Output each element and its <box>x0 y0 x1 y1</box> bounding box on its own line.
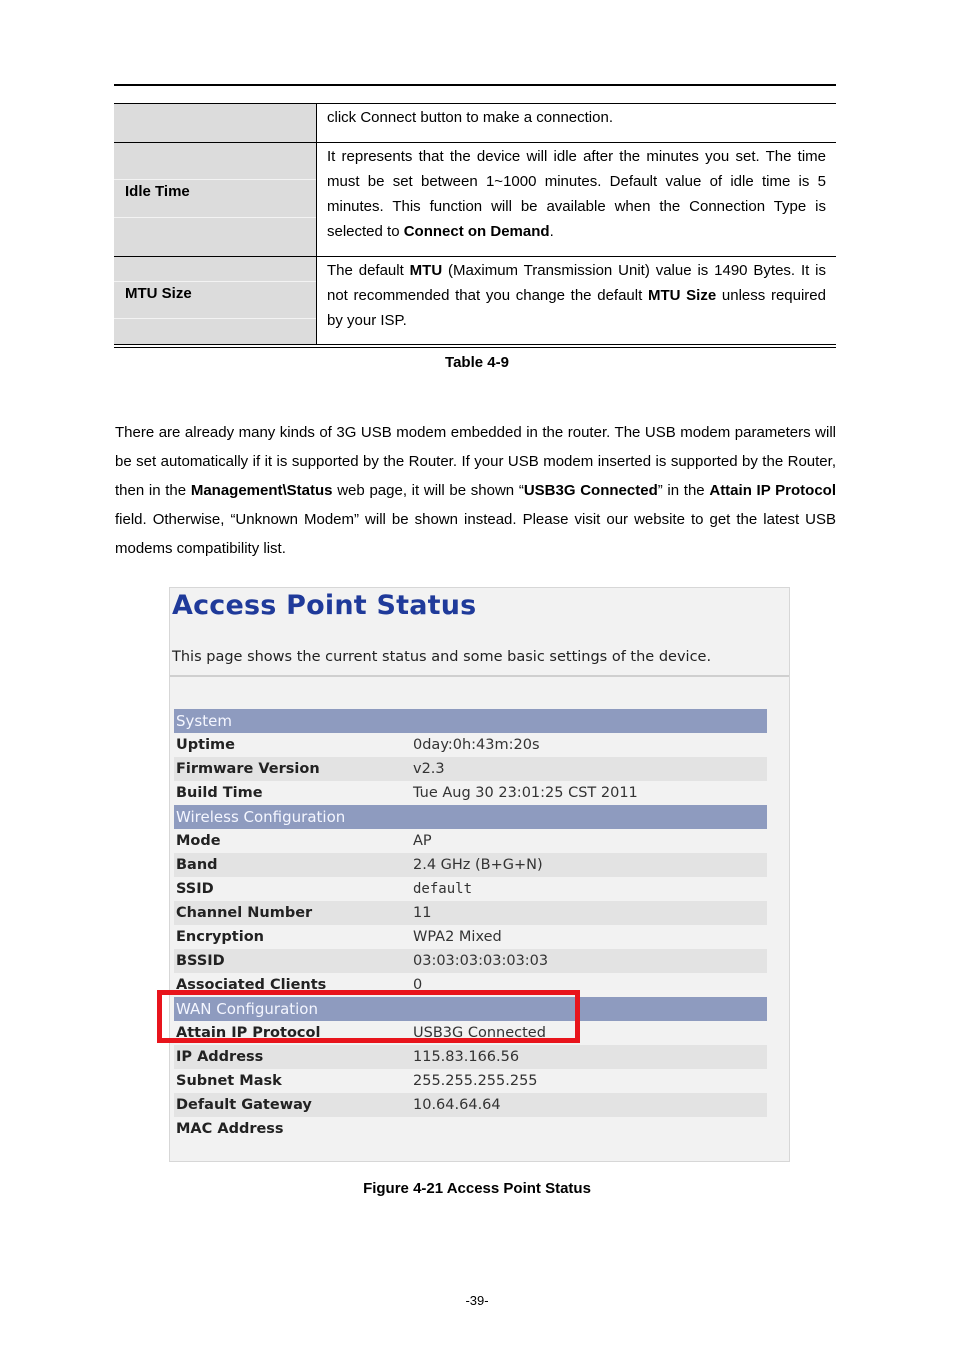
field-value: WPA2 Mixed <box>413 929 502 945</box>
table-row <box>174 733 767 757</box>
field-value: 0 <box>413 977 423 993</box>
row-description-bold: Connect on Demand <box>403 223 550 240</box>
status-table <box>174 709 767 1141</box>
paragraph-text: ” in the <box>657 482 710 499</box>
table-row <box>114 104 836 142</box>
table-row <box>114 256 836 344</box>
table-row <box>174 949 767 973</box>
table-label-cell <box>114 257 317 344</box>
table-row <box>174 925 767 949</box>
page-number: -39- <box>465 1293 489 1308</box>
table-label-cell <box>114 143 317 256</box>
field-value: 0day:0h:43m:20s <box>413 737 540 753</box>
access-point-status-screenshot <box>169 587 790 1162</box>
table-row <box>174 853 767 877</box>
field-label: Encryption <box>176 929 264 945</box>
field-value: Tue Aug 30 23:01:25 CST 2011 <box>413 785 638 801</box>
row-description-bold: MTU <box>409 262 443 279</box>
row-description: It represents that the device will idle after the minutes you set. The time must be set between 1~1000 minutes. Default value of idle time is 5 minutes. This function will be available when the Connection Type is selected to <box>327 148 826 240</box>
table-row <box>174 829 767 853</box>
row-label: MTU Size <box>125 285 192 302</box>
table-row <box>174 757 767 781</box>
section-header <box>174 805 767 829</box>
header-rule <box>114 84 836 86</box>
field-value: 115.83.166.56 <box>413 1049 520 1065</box>
field-value: 255.255.255.255 <box>413 1073 538 1089</box>
field-value: 10.64.64.64 <box>413 1097 501 1113</box>
field-label: Channel Number <box>176 905 313 921</box>
field-label: Subnet Mask <box>176 1073 282 1089</box>
highlight-box <box>157 990 580 1043</box>
field-label: Attain IP Protocol <box>176 1025 321 1041</box>
row-description: unless required by your ISP. <box>327 287 826 329</box>
row-description-bold: MTU Size <box>647 287 717 304</box>
field-label: SSID <box>176 881 214 897</box>
paragraph-bold: Attain IP Protocol <box>709 482 836 499</box>
table-desc-cell <box>317 104 836 142</box>
table-label-cell <box>114 104 317 142</box>
row-description: (Maximum Transmission Unit) value is 1490 Bytes. It is not recommended that you change the default <box>327 262 827 304</box>
cell-inner-line <box>114 217 316 218</box>
field-label: Firmware Version <box>176 761 320 777</box>
paragraph-bold: Management\Status <box>190 482 333 499</box>
field-label: MAC Address <box>176 1121 284 1137</box>
table-row <box>174 901 767 925</box>
screenshot-title: Access Point Status <box>172 590 477 621</box>
field-label: Default Gateway <box>176 1097 312 1113</box>
field-label: Band <box>176 857 218 873</box>
table-row <box>174 1093 767 1117</box>
field-value: v2.3 <box>413 761 445 777</box>
section-header <box>174 709 767 733</box>
body-paragraph <box>115 418 836 563</box>
screenshot-description: This page shows the current status and some basic settings of the device. <box>172 649 712 665</box>
table-row <box>174 1069 767 1093</box>
section-title: Wireless Configuration <box>176 808 346 826</box>
table-desc-cell <box>317 143 836 256</box>
table-bottom-rule <box>114 344 836 348</box>
field-label: Mode <box>176 833 221 849</box>
field-value: 11 <box>413 905 432 921</box>
paragraph-bold: USB3G Connected <box>523 482 658 499</box>
field-value: default <box>413 881 473 897</box>
row-description-end: . <box>549 223 554 240</box>
table-row <box>174 781 767 805</box>
field-label: Uptime <box>176 737 235 753</box>
cell-inner-line <box>114 179 316 180</box>
field-value: 03:03:03:03:03:03 <box>413 953 549 969</box>
table-row <box>174 877 767 901</box>
field-label: IP Address <box>176 1049 264 1065</box>
paragraph-text: web page, it will be shown “ <box>332 482 524 499</box>
table-row <box>174 1117 767 1141</box>
section-title: System <box>176 712 232 730</box>
table-desc-cell <box>317 257 836 344</box>
parameter-table <box>114 103 836 348</box>
cell-inner-line <box>114 318 316 319</box>
field-label: BSSID <box>176 953 225 969</box>
field-value: AP <box>413 833 432 849</box>
cell-inner-line <box>114 281 316 282</box>
figure-caption: Figure 4-21 Access Point Status <box>363 1180 591 1197</box>
row-description: click Connect button to make a connection. <box>327 109 613 126</box>
row-label: Idle Time <box>125 183 190 200</box>
field-label: Associated Clients <box>176 977 327 993</box>
table-row <box>114 142 836 256</box>
table-caption: Table 4-9 <box>445 354 509 371</box>
table-row <box>174 1045 767 1069</box>
screenshot-divider <box>170 675 789 677</box>
field-label: Build Time <box>176 785 263 801</box>
field-value: 2.4 GHz (B+G+N) <box>413 857 543 873</box>
field-value: USB3G Connected <box>413 1025 546 1041</box>
section-title: WAN Configuration <box>176 1000 318 1018</box>
paragraph-text: There are already many kinds of 3G USB modem embedded in the router. The USB modem parameters will be set automatically if it is supported by the Router. If your USB modem inserted is supported by the Router, then in the <box>115 424 836 499</box>
row-description: The default <box>327 262 410 279</box>
paragraph-text: field. Otherwise, “Unknown Modem” will be shown instead. Please visit our website to get the latest USB modems compatibility list. <box>115 511 836 557</box>
